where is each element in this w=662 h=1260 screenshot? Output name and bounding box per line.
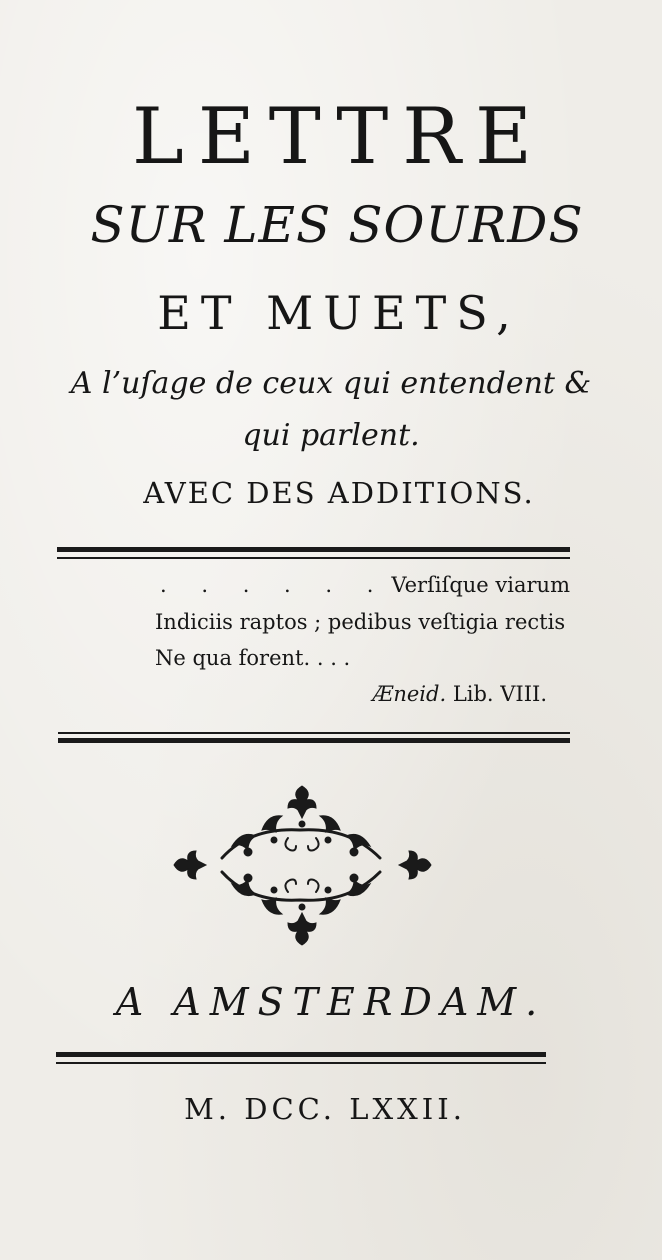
lower-rule-thin	[56, 1062, 546, 1064]
upper-rule-thin	[57, 557, 570, 559]
imprint-date: M. DCC. LXXII.	[184, 1092, 466, 1126]
epigraph-source-work: Æneid.	[372, 682, 447, 706]
middle-rule-thin	[58, 732, 570, 734]
imprint-place: A AMSTERDAM.	[115, 980, 547, 1024]
epigraph-line-3: Ne qua forent. . . .	[155, 646, 351, 670]
fleuron-ornament-icon	[170, 778, 435, 953]
upper-rule-thick	[57, 547, 570, 552]
epigraph-source-book: Lib. VIII.	[446, 682, 547, 706]
epigraph-line-1-text: Verſiſque viarum	[391, 573, 570, 597]
subtitle-line-2: qui parlent.	[242, 418, 420, 453]
additions-line: AVEC DES ADDITIONS.	[143, 476, 535, 510]
subtitle-line-1: A l’uſage de ceux qui entendent &	[70, 366, 592, 401]
lower-rule-thick	[56, 1052, 546, 1057]
title-et-muets: ET MUETS,	[157, 286, 521, 340]
middle-rule-thick	[58, 738, 570, 743]
epigraph-line-1	[160, 573, 570, 597]
epigraph-line-2: Indiciis raptos ; pedibus veſtigia rectis	[155, 610, 566, 634]
title-lettre: LETTRE	[132, 92, 546, 182]
epigraph-source	[155, 682, 547, 706]
title-sur-les-sourds: SUR LES SOURDS	[90, 196, 584, 254]
epigraph-dots: . . . . . .	[160, 573, 388, 597]
